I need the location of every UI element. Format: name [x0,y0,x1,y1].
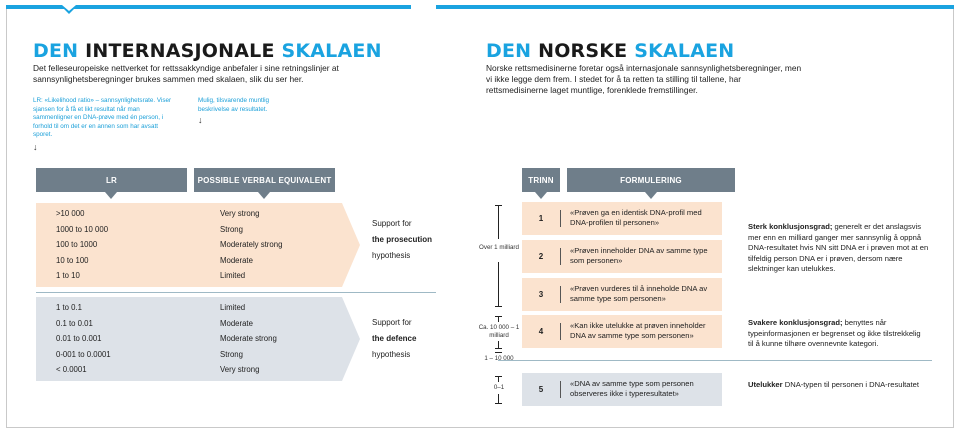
header-formulering-notch [645,192,657,199]
range-cap [495,348,502,349]
right-divider [498,360,932,361]
defence-verbal-value: Moderate strong [220,334,277,343]
verbal-note: Mulig, tilsvarende muntlig beskrivelse av resultatet. [198,97,270,113]
header-verbal: POSSIBLE VERBAL EQUIVALENT [194,168,335,192]
header-lr: LR [36,168,187,192]
conclusion-weak: Svakere konklusjonsgrad; benyttes når typeinformasjonen er begrenset og ikke tilstrekkelig til å kunne tilhøre ovennevnte kategori. [748,318,921,349]
range-bar-over-lower [498,262,499,306]
defence-verbal-value: Moderate [220,318,253,328]
prosecution-verbal-value: Moderate [220,255,253,265]
support-prosecution: Support for the prosecution hypothesis [372,219,433,260]
lr-note: LR: «Likelihood ratio» – sannsynlighetsrate. Viser sjansen for å få et likt resultat når man sammenligner en DNA-prøve med én person, i forhold til om det er en annen som har avsatt sporet. [33,97,172,139]
header-formulering: FORMULERING [567,168,735,192]
step-1: 1 «Prøven ga en identisk DNA-profil med DNA-profilen til personen» [522,202,722,235]
prosecution-verbal-value: Strong [220,224,243,234]
defence-verbal-value: Very strong [220,365,260,374]
prosecution-lr-value: >10 000 [56,209,85,218]
step-2: 2 «Prøven inneholder DNA av samme type som personen» [522,240,722,273]
range-bar-mid-lower [498,341,499,348]
range-bar-zero [498,376,499,382]
defence-lr-value: 0-001 to 0.0001 [56,349,111,359]
right-intro: Norske rettsmedisinerne foretar også internasjonale sannsynlighetsberegninger, men vi ikke legge dem frem. I stedet for å ta retten ta stilling til tallene, har rettsmedisinerne laget muntlige, forenklede fremstillinger. [486,63,802,95]
defence-lr-value: 0.1 to 0.01 [56,318,93,328]
verbal-note-arrow: ↓ [198,115,203,125]
range-cap [495,403,502,404]
left-title: DEN INTERNASJONALE SKALAEN [33,40,382,62]
header-verbal-notch [258,192,270,199]
step-3: 3 «Prøven vurderes til å inneholde DNA av samme type som personen» [522,278,722,311]
range-mid: Ca. 10 000 – 1 milliard [478,324,520,339]
prosecution-lr-value: 1000 to 10 000 [56,224,109,234]
range-over: Over 1 milliard [479,244,519,251]
header-trinn: TRINN [522,168,560,192]
conclusion-strong: Sterk konklusjonsgrad; generelt er det anslagsvis mer enn en milliard ganger mer sannsynlig å oppnå DNA-resultatet hvis NN sitt DNA er i prøven mot at en tilfeldig person DNA er i prøven, dersom nære slektninger kan utelukkes. [748,222,929,274]
step-5: 5 «DNA av samme type som personen observeres ikke i typeresultatet» [522,373,722,406]
range-cap [495,306,502,307]
scale-divider [36,292,436,293]
range-low: 1 – 10 000 [484,355,514,362]
step-4: 4 «Kan ikke utelukke at prøven inneholder DNA av samme type som personen» [522,315,722,348]
top-bar-right [436,5,954,9]
lr-note-arrow: ↓ [33,142,38,152]
defence-verbal-value: Strong [220,349,243,359]
defence-lr-value: 1 to 0.1 [56,303,83,312]
prosecution-lr-value: 100 to 1000 [56,240,98,249]
range-cap [495,352,502,353]
range-zero: 0–1 [493,384,505,391]
conclusion-exclusion: Utelukker DNA-typen til personen i DNA-resultatet [748,380,919,389]
header-lr-notch [105,192,117,199]
prosecution-verbal-value: Very strong [220,209,260,218]
prosecution-verbal-value: Moderately strong [220,240,283,249]
defence-lr-value: < 0.0001 [56,365,87,374]
top-notch-inner [62,5,76,11]
header-trinn-notch [535,192,547,199]
left-intro: Det felleseuropeiske nettverket for rettssakkyndige anbefaler i sine retningslinjer at sannsynlighetsberegninger brukes sammen med skalaen, slik du ser her. [33,63,339,84]
right-title: DEN NORSKE SKALAEN [486,40,735,62]
range-bar-over [498,205,499,239]
prosecution-verbal-value: Limited [220,271,246,280]
prosecution-lr-value: 10 to 100 [56,255,89,265]
defence-lr-value: 0.01 to 0.001 [56,334,102,343]
range-bar-mid [498,316,499,322]
support-defence: Support for the defence hypothesis [372,318,417,359]
prosecution-lr-value: 1 to 10 [56,271,80,280]
defence-verbal-value: Limited [220,303,246,312]
range-bar-zero-lower [498,394,499,403]
